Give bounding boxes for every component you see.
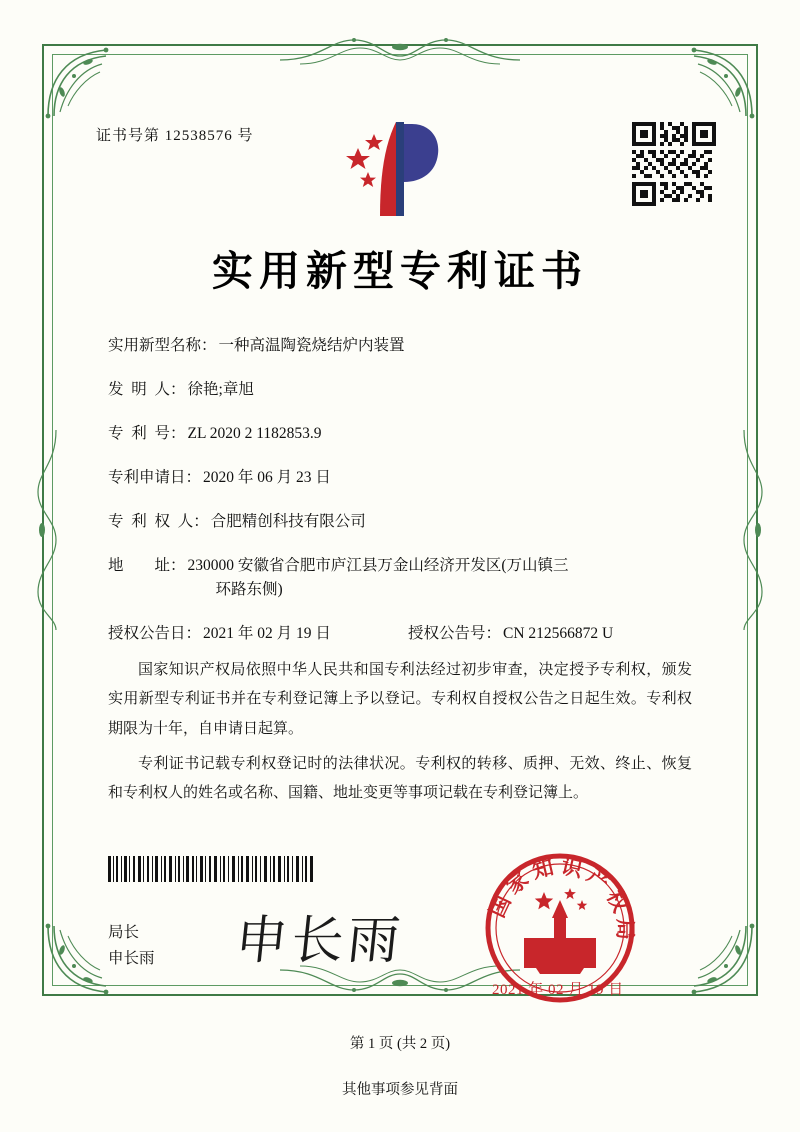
announcement-date-group — [108, 622, 408, 646]
field-row-address — [108, 554, 694, 602]
legal-text — [108, 656, 692, 814]
field-value: 合肥精创科技有限公司 — [210, 513, 366, 531]
field-row-application-date — [108, 466, 694, 490]
field-label: 发 明 人： — [108, 381, 186, 399]
field-row-patent-number — [108, 422, 694, 446]
field-label: 地 址： — [108, 557, 186, 575]
page-number: 第 1 页 (共 2 页) — [349, 1036, 451, 1052]
field-label: 专 利 权 人： — [108, 513, 209, 531]
svg-text:国家知识产权局: 国家知识产权局 — [484, 853, 636, 945]
signature-block — [108, 920, 155, 971]
field-label: 专利申请日： — [108, 469, 202, 487]
field-value: ZL 2020 2 1182853.9 — [187, 425, 322, 443]
field-value: 一种高温陶瓷烧结炉内装置 — [218, 337, 405, 354]
field-value-address — [186, 554, 694, 602]
signature-role: 局长 — [108, 924, 140, 941]
field-label: 授权公告日： — [108, 625, 202, 643]
seal-date: 2021 年 02 月 19 日 — [492, 982, 624, 998]
field-list — [108, 334, 694, 662]
address-line-1: 230000 安徽省合肥市庐江县万金山经济开发区(万山镇三 — [187, 557, 569, 575]
announcement-number-group — [408, 622, 694, 646]
paragraph-1: 国家知识产权局依照中华人民共和国专利法经过初步审查，决定授予专利权，颁发实用新型专利证书并在专利登记簿上予以登记。专利权自授权公告之日起生效。专利权期限为十年，自申请日起算。 — [108, 662, 692, 737]
field-row-announcement — [108, 622, 694, 646]
field-row-inventor — [108, 378, 694, 402]
field-label: 授权公告号： — [408, 625, 502, 643]
barcode — [108, 856, 318, 882]
paragraph-2: 专利证书记载专利权登记时的法律状况。专利权的转移、质押、无效、终止、恢复和专利权人的姓名或名称、国籍、地址变更等事项记载在专利登记簿上。 — [108, 755, 692, 801]
field-value: CN 212566872 U — [503, 625, 614, 643]
address-line-2: 环路东侧) — [215, 581, 283, 599]
patent-office-logo-icon — [338, 118, 458, 222]
handwritten-signature: 申长雨 — [232, 911, 407, 971]
field-value: 徐艳;章旭 — [187, 381, 254, 399]
field-label: 专 利 号： — [108, 425, 186, 443]
field-label: 实用新型名称： — [108, 337, 217, 354]
page-title: 实用新型专利证书 — [212, 247, 588, 295]
certificate-number: 证书号第 12538576 号 — [96, 128, 254, 144]
signature-name: 申长雨 — [108, 949, 155, 967]
footer-note: 其他事项参见背面 — [342, 1082, 458, 1098]
field-row-patentee — [108, 510, 694, 534]
field-value: 2021 年 02 月 19 日 — [203, 625, 331, 643]
field-value: 2020 年 06 月 23 日 — [203, 469, 331, 487]
field-row-utility-model-name — [108, 334, 694, 358]
qr-code-icon — [632, 122, 716, 206]
